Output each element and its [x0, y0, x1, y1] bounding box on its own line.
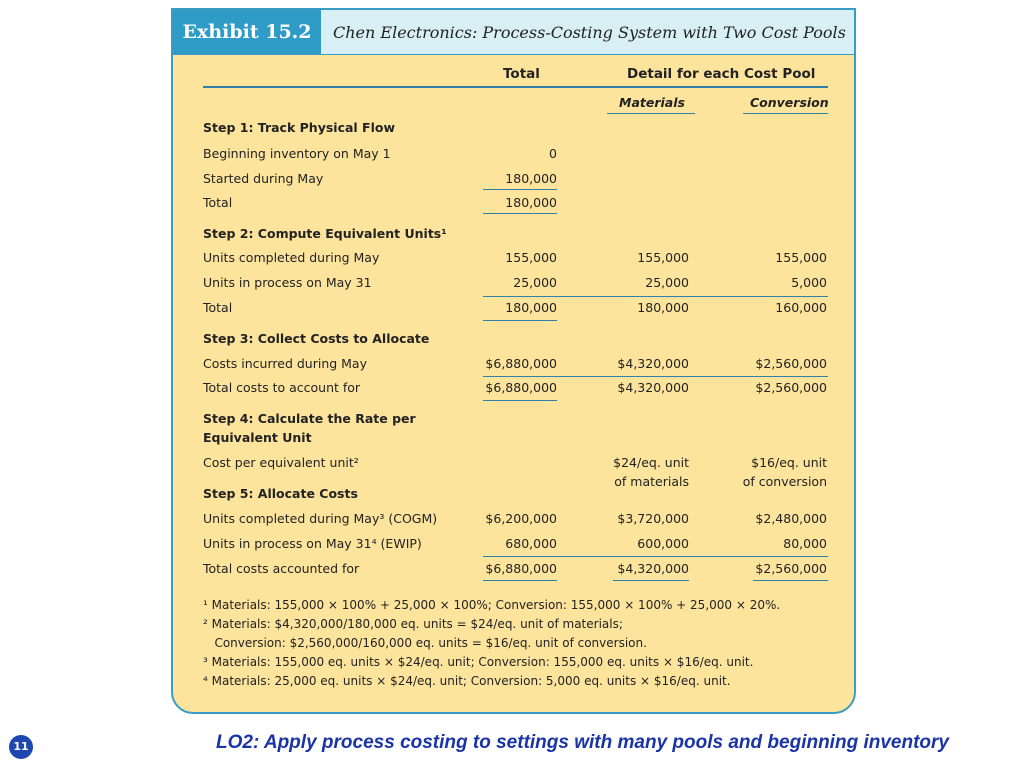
cell-total: 25,000 [513, 275, 557, 290]
conversion-rule [743, 113, 828, 114]
cell-total: $6,880,000 [485, 356, 557, 371]
cell-materials: $24/eq. unit [613, 455, 689, 470]
cell-total: 155,000 [505, 250, 557, 265]
col-header-total: Total [503, 66, 540, 82]
cell-total: 180,000 [505, 195, 557, 210]
cell-conversion: $2,480,000 [755, 511, 827, 526]
cell-total: 0 [549, 146, 557, 161]
row-label: Started during May [203, 171, 324, 186]
underline [613, 580, 689, 581]
cell-conversion: 80,000 [783, 536, 827, 551]
col-header-detail: Detail for each Cost Pool [627, 66, 816, 82]
col-header-conversion: Conversion [750, 95, 829, 110]
cell-total: 180,000 [505, 300, 557, 315]
header-rule [203, 86, 828, 88]
cell-materials: $3,720,000 [617, 511, 689, 526]
materials-rule [607, 113, 695, 114]
row-label: Units completed during May [203, 250, 380, 265]
cell-total: 180,000 [505, 171, 557, 186]
col-header-materials: Materials [619, 95, 685, 110]
footnotes [203, 596, 780, 691]
row-label: Total costs accounted for [203, 561, 360, 576]
row-label: Units in process on May 31 [203, 275, 372, 290]
step-heading: Step 2: Compute Equivalent Units¹ [203, 226, 447, 241]
step-heading: Step 1: Track Physical Flow [203, 120, 396, 135]
cell-conversion: $2,560,000 [755, 356, 827, 371]
row-label: Total [203, 195, 233, 210]
underline [483, 213, 557, 214]
cell-conversion: of conversion [742, 474, 827, 489]
cell-materials: 180,000 [637, 300, 689, 315]
footnote: ² Materials: $4,320,000/180,000 eq. units = $24/eq. unit of materials; [203, 617, 623, 631]
cell-conversion: 155,000 [775, 250, 827, 265]
cell-total: $6,880,000 [485, 561, 557, 576]
exhibit-panel [171, 8, 856, 714]
cell-materials: $4,320,000 [617, 561, 689, 576]
cell-total: 680,000 [505, 536, 557, 551]
cell-total: $6,200,000 [485, 511, 557, 526]
underline [483, 376, 828, 377]
cell-total: $6,880,000 [485, 380, 557, 395]
cell-materials: 25,000 [645, 275, 689, 290]
row-label: Beginning inventory on May 1 [203, 146, 391, 161]
slide-number: 11 [9, 735, 33, 759]
cell-conversion: 160,000 [775, 300, 827, 315]
step-heading: Step 3: Collect Costs to Allocate [203, 331, 430, 346]
exhibit-title: Chen Electronics: Process-Costing System with Two Cost Pools [333, 23, 846, 42]
cell-materials: $4,320,000 [617, 380, 689, 395]
row-label: Total [203, 300, 233, 315]
footnote: ³ Materials: 155,000 eq. units × $24/eq. unit; Conversion: 155,000 eq. units × $16/eq. unit. [203, 655, 754, 669]
cell-materials: 155,000 [637, 250, 689, 265]
cell-conversion: 5,000 [791, 275, 827, 290]
cell-materials: $4,320,000 [617, 356, 689, 371]
exhibit-label: Exhibit 15.2 [173, 10, 321, 54]
footnote: ⁴ Materials: 25,000 eq. units × $24/eq. unit; Conversion: 5,000 eq. units × $16/eq. unit. [203, 674, 731, 688]
row-label: Units in process on May 31⁴ (EWIP) [203, 536, 422, 551]
underline [483, 320, 557, 321]
footnote: Conversion: $2,560,000/160,000 eq. units = $16/eq. unit of conversion. [203, 636, 647, 650]
cell-conversion: $2,560,000 [755, 380, 827, 395]
cell-conversion: $16/eq. unit [751, 455, 827, 470]
underline [753, 580, 828, 581]
underline [483, 400, 557, 401]
step-heading: Step 5: Allocate Costs [203, 486, 358, 501]
underline [483, 189, 557, 190]
row-label: Costs incurred during May [203, 356, 367, 371]
step-heading: Equivalent Unit [203, 430, 312, 445]
footnote: ¹ Materials: 155,000 × 100% + 25,000 × 100%; Conversion: 155,000 × 100% + 25,000 × 20%. [203, 598, 781, 612]
step-heading: Step 4: Calculate the Rate per [203, 411, 416, 426]
cell-materials: 600,000 [637, 536, 689, 551]
underline [483, 580, 557, 581]
underline [483, 296, 828, 297]
row-label: Cost per equivalent unit² [203, 455, 359, 470]
row-label: Total costs to account for [203, 380, 361, 395]
row-label: Units completed during May³ (COGM) [203, 511, 438, 526]
footer-learning-objective: LO2: Apply process costing to settings with many pools and beginning inventory [216, 732, 949, 753]
cell-materials: of materials [614, 474, 689, 489]
exhibit-table [173, 10, 854, 712]
underline [483, 556, 828, 557]
cell-conversion: $2,560,000 [755, 561, 827, 576]
